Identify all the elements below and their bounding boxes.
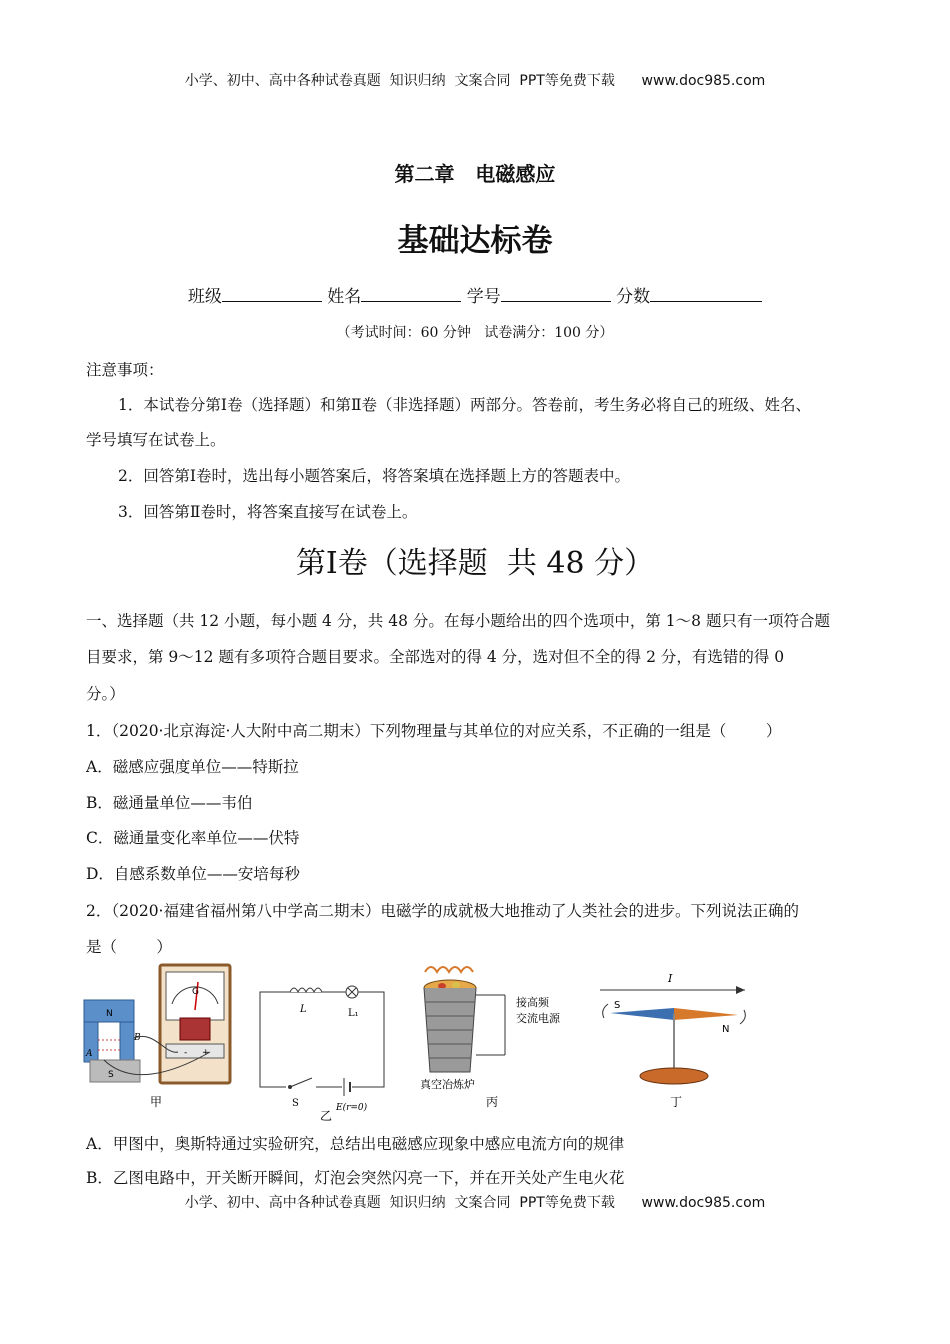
chapter-title: 第二章 电磁感应 (394, 162, 556, 186)
note-item-1-cont: 学号填写在试卷上。 (86, 431, 226, 449)
caption-yi: 乙 (320, 1109, 333, 1123)
section1-line1: 一、选择题（共 12 小题，每小题 4 分，共 48 分。在每小题给出的四个选项中，第 1～8 题只有一项符合题 (86, 612, 830, 630)
class-label: 班级 (187, 287, 222, 307)
section1-line2: 目要求，第 9～12 题有多项符合题目要求。全部选对的得 4 分，选对但不全的得 2 分，有选错的得 0 (86, 648, 785, 666)
notes-heading: 注意事项： (86, 361, 164, 379)
q1-stem: 1．（2020·北京海淀·人大附中高二期末）下列物理量与其单位的对应关系，不正确的一组是（ ） (86, 722, 782, 740)
emf-label: E(r=0) (336, 1103, 368, 1113)
student-id-label: 学号 (466, 287, 501, 307)
q1-option-b: B．磁通量单位——韦伯 (86, 794, 253, 812)
part1-title: 第Ⅰ卷（选择题 共 48 分） (295, 546, 655, 581)
figure-jia (84, 965, 230, 1109)
page-title: 基础达标卷 (397, 223, 553, 259)
score-field[interactable] (650, 285, 762, 302)
page-header (0, 70, 950, 90)
header-text: 小学、初中、高中各种试卷真题 知识归纳 文案合同 PPT等免费下载 (184, 73, 615, 89)
terminal-plus: + (202, 1048, 210, 1058)
footer-text: 小学、初中、高中各种试卷真题 知识归纳 文案合同 PPT等免费下载 (184, 1195, 615, 1211)
figure-ding (600, 972, 745, 1109)
q1-option-d: D．自感系数单位——安培每秒 (86, 865, 300, 883)
figure-yi (260, 986, 384, 1123)
q2-stem-line1: 2．（2020·福建省福州第八中学高二期末）电磁学的成就极大地推动了人类社会的进步。下列说法正确的 (86, 902, 799, 920)
magnet-n-label: N (106, 1009, 113, 1019)
caption-jia: 甲 (150, 1095, 163, 1109)
score-label: 分数 (616, 287, 651, 307)
lamp-label: L₁ (348, 1008, 359, 1019)
inductor-label: L (300, 1004, 307, 1015)
needle-s-label: S (614, 1000, 621, 1011)
header-url: www.doc985.com (641, 73, 766, 89)
terminal-minus: - (184, 1048, 188, 1058)
note-item-2: 2．回答第Ⅰ卷时，选出每小题答案后，将答案填在选择题上方的答题表中。 (118, 467, 630, 485)
q2-option-b: B．乙图电路中，开关断开瞬间，灯泡会突然闪亮一下，并在开关处产生电火花 (86, 1169, 625, 1187)
caption-ding: 丁 (670, 1095, 683, 1109)
q1-option-a: A．磁感应强度单位——特斯拉 (86, 758, 299, 776)
magnet-s-label: S (108, 1070, 114, 1080)
supply-label-1: 接高频 (516, 996, 549, 1009)
name-label: 姓名 (327, 287, 362, 307)
name-field[interactable] (361, 285, 461, 302)
supply-label-2: 交流电源 (516, 1012, 560, 1025)
class-field[interactable] (222, 285, 322, 302)
furnace-label: 真空冶炼炉 (420, 1078, 475, 1091)
current-label: I (668, 972, 673, 985)
point-b-label: B (134, 1033, 141, 1043)
caption-bing: 丙 (486, 1095, 499, 1109)
page-footer (0, 1192, 950, 1212)
figure-bing (420, 967, 561, 1109)
q1-option-c: C．磁通量变化率单位——伏特 (86, 829, 300, 847)
point-a-label: A (86, 1049, 93, 1059)
needle-n-label: N (722, 1024, 730, 1035)
footer-url: www.doc985.com (641, 1195, 766, 1211)
q2-option-a: A．甲图中，奥斯特通过实验研究，总结出电磁感应现象中感应电流方向的规律 (86, 1135, 625, 1153)
switch-label: S (292, 1098, 299, 1109)
note-item-3: 3．回答第Ⅱ卷时，将答案直接写在试卷上。 (118, 503, 418, 521)
q2-figure (80, 960, 780, 1123)
student-id-field[interactable] (501, 285, 611, 302)
galvanometer-label: G (192, 987, 199, 997)
note-item-1: 1．本试卷分第Ⅰ卷（选择题）和第Ⅱ卷（非选择题）两部分。答卷前，考生务必将自己的班级、姓名、 (118, 396, 812, 414)
exam-info: （考试时间：60 分钟 试卷满分：100 分） (336, 325, 614, 341)
q2-stem-line2: 是（ ） (86, 938, 172, 956)
section1-line3: 分。） (86, 685, 125, 703)
student-info-fields (0, 282, 950, 307)
